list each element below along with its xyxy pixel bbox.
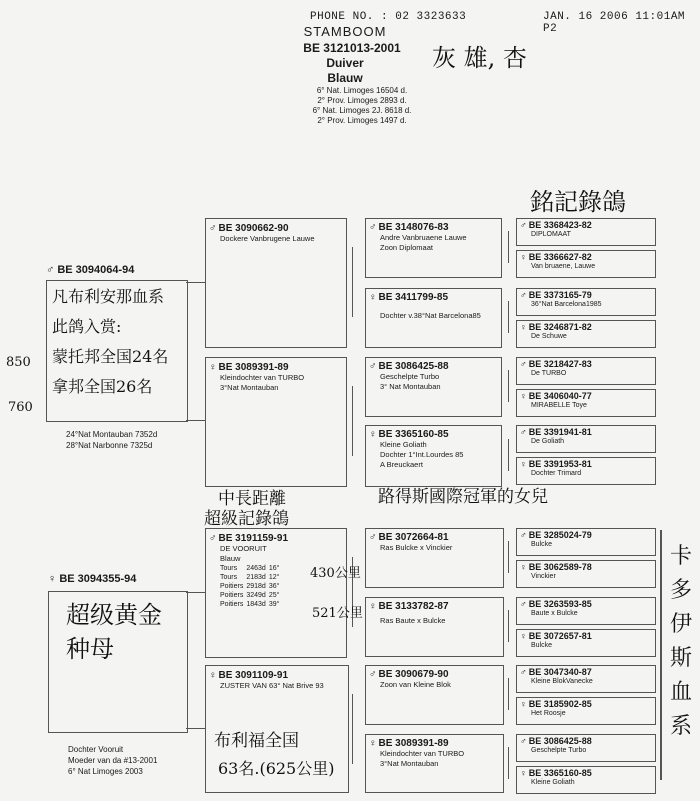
sire-notes (66, 429, 157, 451)
pedigree-box-gen4 (516, 597, 656, 625)
ring-number: ♂ BE 3373165-79 (520, 290, 592, 300)
connector (508, 678, 509, 710)
sire-hand-side-1: 850 (6, 355, 31, 370)
handnote-km-2: 521公里 (312, 606, 363, 621)
ring-number: ♂ BE 3368423-82 (520, 220, 592, 230)
pedigree-line: De Schuwe (531, 333, 567, 340)
ring-number: ♂ BE 3285024-79 (520, 530, 592, 540)
pedigree-line: Kleine BlokVanecke (531, 678, 593, 685)
dam-notes (68, 744, 157, 777)
ring-number: ♀ BE 3366627-82 (520, 252, 592, 262)
pedigree-box-gen3: ♀ BE 3365160-85 Kleine Goliath Dochter 1°Int.Lourdes 85 A Breuckaert (365, 425, 502, 487)
hand-line: 拿邦全国26名 (52, 377, 153, 396)
pedigree-box-gen4 (516, 560, 656, 588)
pedigree-box-gen4 (516, 250, 656, 278)
result-line: 6° Nat. Limoges 16504 d. (316, 86, 408, 95)
pedigree-line: Van bruaene, Lauwe (531, 263, 596, 270)
ring-number: ♂ BE 3263593-85 (520, 599, 592, 609)
perf-row: Poitiers 3249d 25° (220, 592, 280, 599)
pedigree-box-gen4 (516, 457, 656, 485)
male-icon: ♂ (520, 599, 527, 609)
note-line: Dochter Vooruit (68, 745, 124, 754)
pedigree-box-gen4 (516, 629, 656, 657)
handnote-top-right: 銘記錄鴿 (530, 188, 626, 216)
connector (352, 247, 353, 317)
pedigree-box-gen3: ♂ BE 3148076-83 Andre Vanbruaene Lauwe Zoon Diplomaat (365, 218, 502, 278)
ring-number: ♀ BE 3406040-77 (520, 391, 592, 401)
result-line: 2° Prov. Limoges 1497 d. (317, 116, 407, 125)
pedigree-box-gen4 (516, 528, 656, 556)
connector (508, 610, 509, 642)
pedigree-box-gen4 (516, 766, 656, 794)
pedigree-box-gen4 (516, 218, 656, 246)
connector (186, 282, 205, 283)
pedigree-line: Baute x Bulcke (531, 610, 578, 617)
connector (508, 370, 509, 402)
female-icon: ♀ (520, 391, 527, 401)
pedigree-box-gen4 (516, 665, 656, 693)
male-icon: ♂ (520, 667, 527, 677)
note-line: 28°Nat Narbonne 7325d (66, 441, 153, 450)
sire-ring: ♂ BE 3094064-94 (46, 264, 135, 276)
fax-date: JAN. 16 2006 11:01AM P2 (543, 11, 686, 35)
male-icon: ♂ (520, 359, 527, 369)
pedigree-box-gen4 (516, 697, 656, 725)
perf-row: Tours 2463d 16° (220, 565, 280, 572)
dam-ring: ♀ BE 3094355-94 (48, 573, 137, 585)
pedigree-box-gen2: ♂ BE 3090662-90 Dockere Vanbrugene Lauwe (205, 218, 347, 348)
handnote-side: 卡多伊斯血系 (670, 544, 693, 739)
pedigree-line: Dochter Trimard (531, 470, 582, 477)
performance-table (220, 564, 282, 609)
hand-line: 凡布利安那血系 (52, 287, 165, 306)
note-line: 6° Nat Limoges 2003 (68, 767, 143, 776)
connector (508, 231, 509, 263)
connector (186, 592, 205, 593)
pedigree-box-gen4 (516, 734, 656, 762)
handnote-brive: 布利福全国 (214, 731, 299, 751)
pedigree-line: Bulcke (531, 541, 553, 548)
ring-number: ♀ BE 3365160-85 (520, 768, 592, 778)
connector (352, 694, 353, 764)
sire-hand-side-2: 760 (8, 400, 33, 415)
female-icon: ♀ (520, 459, 527, 469)
handnote-brive-2: 63名.(625公里) (218, 759, 335, 778)
pedigree-box-gen3: ♀ BE 3089391-89 Kleindochter van TURBO 3°Nat Montauban (365, 734, 504, 793)
ring-number: ♂ BE 3047340-87 (520, 667, 592, 677)
subject-ring: BE 3121013-2001 (303, 41, 401, 55)
pedigree-box-gen3: ♀ BE 3411799-85 Dochter v.38°Nat Barcelona85 (365, 288, 502, 348)
ring-number: ♂ BE 3391941-81 (520, 427, 592, 437)
male-icon: ♂ (520, 427, 527, 437)
pedigree-box-gen3: ♂ BE 3072664-81 Ras Bulcke x Vinckier (365, 528, 504, 588)
handnote-km-1: 430公里 (310, 566, 361, 581)
pedigree-box-gen4 (516, 425, 656, 453)
ring-number: ♀ BE 3062589-78 (520, 562, 592, 572)
pedigree-line: MIRABELLE Toye (531, 402, 587, 409)
fax-phone: PHONE NO. : 02 3323633 (310, 11, 467, 23)
pedigree-box-gen2: ♂ BE 3191159-91 DE VOORUIT Blauw Tours 2463d 16° Tours 2183d 12° Poitiers 2918d 36° Poitiers 3249d 25° Poitiers 1843d 39° (205, 528, 347, 658)
female-icon: ♀ (520, 631, 527, 641)
ring-number: ♀ BE 3185902-85 (520, 699, 592, 709)
ring-number: ♀ BE 3072657-81 (520, 631, 592, 641)
ring-number: ♀ BE 3246871-82 (520, 322, 592, 332)
pedigree-line: Kleine Goliath (531, 779, 575, 786)
hand-line: 种母 (66, 635, 114, 663)
subject-results (292, 86, 432, 126)
connector (508, 301, 509, 333)
pedigree-box-gen3: ♂ BE 3090679-90 Zoon van Kleine Blok (365, 665, 504, 725)
pedigree-line: 36°Nat Barcelona1985 (531, 301, 602, 308)
note-line: Moeder van da #13-2001 (68, 756, 158, 765)
pedigree-line: De Goliath (531, 438, 565, 445)
male-icon: ♂ (520, 220, 527, 230)
handnote-mid-sub: 超級記錄鴿 (204, 509, 289, 529)
hand-line: 此鸽入赏: (52, 317, 122, 336)
subject-name: Duiver (326, 56, 364, 70)
handnote-mid-top: 中長距離 (218, 489, 286, 509)
connector (186, 420, 205, 421)
connector (508, 439, 509, 471)
note-line: 24°Nat Montauban 7352d (66, 430, 158, 439)
perf-row: Poitiers 2918d 36° (220, 583, 280, 590)
male-icon: ♂ (520, 736, 527, 746)
pedigree-box-gen3: ♀ BE 3133782-87 Ras Baute x Bulcke (365, 597, 504, 657)
ring-number: ♀ BE 3391953-81 (520, 459, 592, 469)
pedigree-line: DIPLOMAAT (531, 231, 571, 238)
pedigree-box-gen3: ♂ BE 3086425-88 Geschelpte Turbo 3° Nat Montauban (365, 357, 502, 417)
sire-handnotes (52, 282, 168, 402)
pedigree-line: Het Roosje (531, 710, 566, 717)
female-icon: ♀ (520, 252, 527, 262)
male-icon: ♂ (520, 290, 527, 300)
pedigree-box-gen4 (516, 288, 656, 316)
page-title: STAMBOOM (303, 24, 387, 39)
handwritten-color-note: 灰 雄, 杏 (432, 44, 527, 72)
perf-row: Poitiers 1843d 39° (220, 601, 280, 608)
female-icon: ♀ (520, 768, 527, 778)
female-icon: ♀ (520, 699, 527, 709)
subject-color: Blauw (327, 71, 363, 85)
pedigree-box-gen4 (516, 389, 656, 417)
female-icon: ♀ (520, 322, 527, 332)
pedigree-line: Vinckier (531, 573, 556, 580)
result-line: 6° Nat. Limoges 2J. 8618 d. (312, 106, 412, 115)
dam-handnotes (66, 598, 162, 666)
perf-row: Tours 2183d 12° (220, 574, 280, 581)
pedigree-box-gen2: ♀ BE 3091109-91 ZUSTER VAN 63° Nat Brive 93 (205, 665, 349, 793)
pedigree-box-gen2: ♀ BE 3089391-89 Kleindochter van TURBO 3°Nat Montauban (205, 357, 347, 487)
hand-line: 超级黄金 (66, 601, 162, 629)
result-line: 2° Prov. Limoges 2893 d. (317, 96, 407, 105)
female-icon: ♀ (520, 562, 527, 572)
hand-line: 蒙托邦全国24名 (52, 347, 169, 366)
connector (508, 747, 509, 779)
ring-number: ♂ BE 3086425-88 (520, 736, 592, 746)
connector (186, 728, 205, 729)
pedigree-line: De TURBO (531, 370, 567, 377)
connector (508, 541, 509, 573)
connector (352, 386, 353, 456)
ring-number: ♂ BE 3218427-83 (520, 359, 592, 369)
brace-line (660, 530, 662, 780)
male-icon: ♂ (520, 530, 527, 540)
handnote-mid-right: 路得斯國際冠軍的女兒 (378, 487, 548, 507)
pedigree-box-gen4 (516, 320, 656, 348)
pedigree-box-gen4 (516, 357, 656, 385)
pedigree-line: Geschelpte Turbo (531, 747, 587, 754)
pedigree-line: Bulcke (531, 642, 553, 649)
